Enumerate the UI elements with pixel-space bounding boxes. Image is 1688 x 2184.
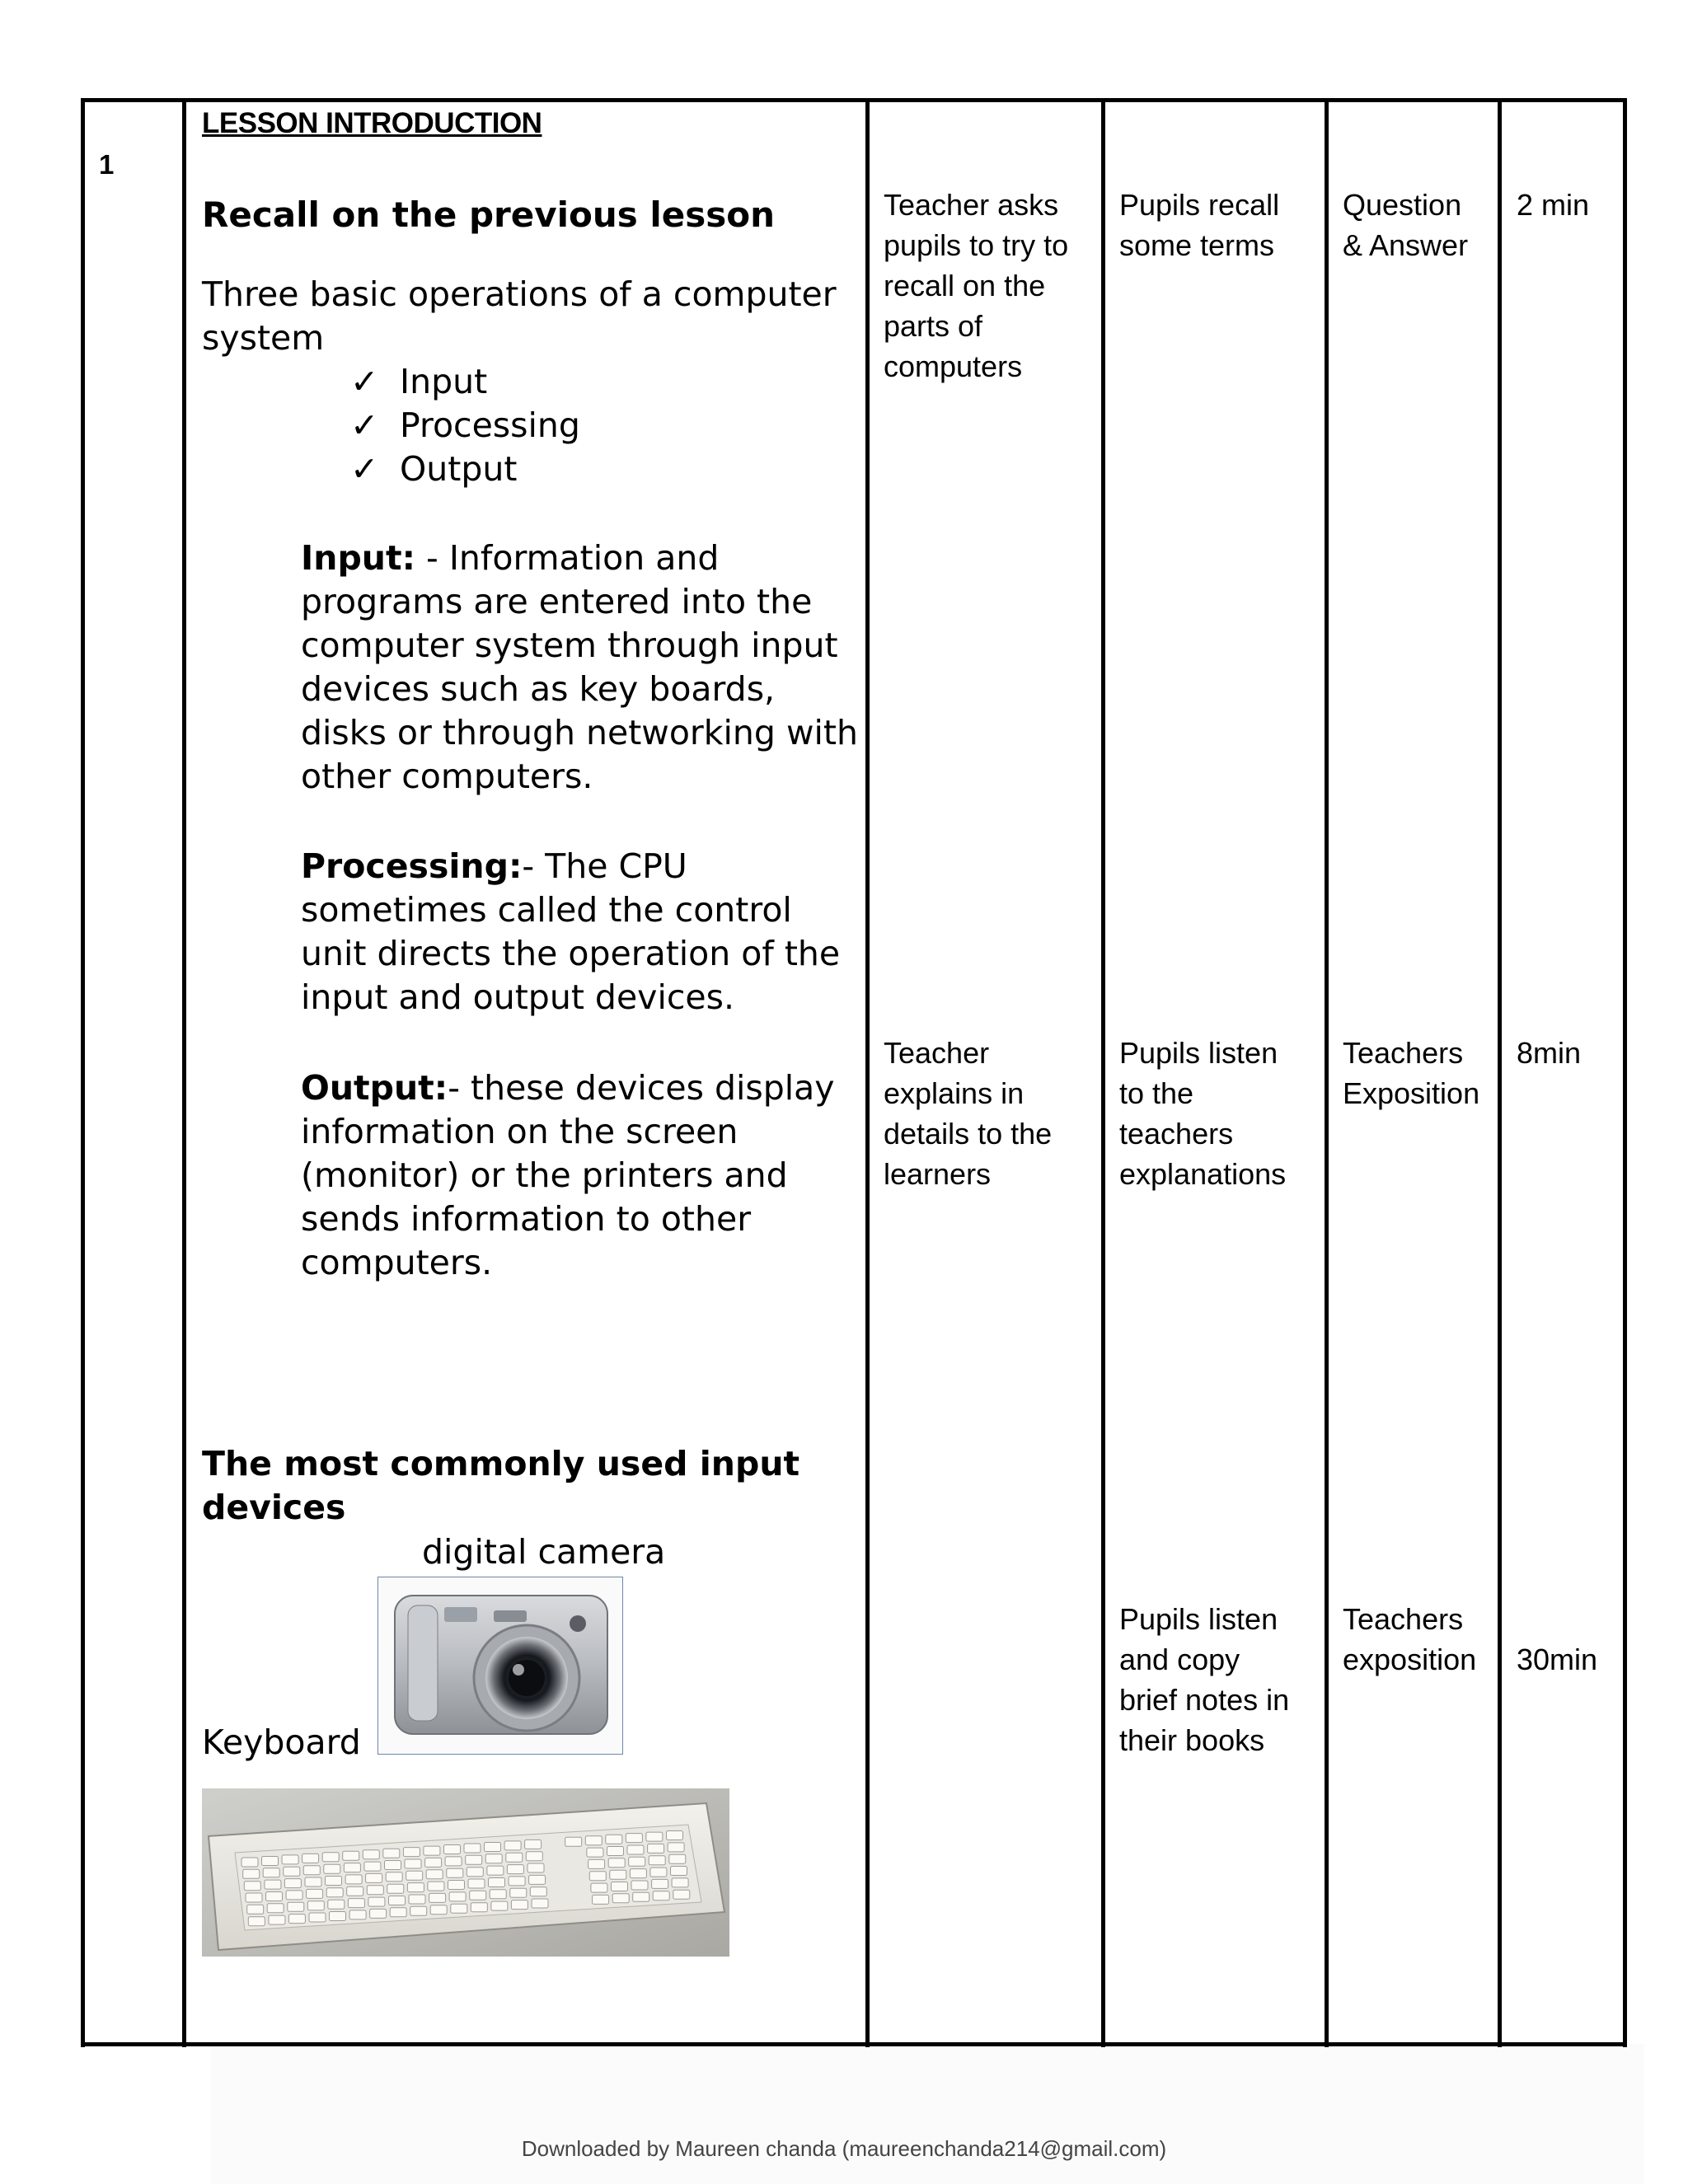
definition-line: sometimes called the control xyxy=(301,890,792,930)
table-col-border xyxy=(182,100,186,2047)
cell-line: Exposition xyxy=(1343,1076,1480,1110)
definition-line: programs are entered into the xyxy=(301,582,813,621)
keycap xyxy=(485,1843,501,1852)
keycap xyxy=(490,1890,506,1899)
keycap xyxy=(265,1880,281,1889)
cell-line: Teachers xyxy=(1343,1036,1464,1070)
keycap xyxy=(650,1868,667,1877)
keycap xyxy=(409,1895,425,1904)
keycap xyxy=(606,1835,622,1844)
cell-line: exposition xyxy=(1343,1643,1477,1676)
keycap xyxy=(243,1869,260,1878)
output-term: Output: xyxy=(301,1068,448,1108)
keycap xyxy=(345,1875,362,1884)
keycap xyxy=(467,1868,483,1877)
input-devices-title-line: The most commonly used input xyxy=(202,1444,800,1483)
keycap xyxy=(528,1863,544,1872)
pupil-activity-recall xyxy=(1119,185,1279,265)
cell-line: details to the xyxy=(884,1117,1053,1151)
pupil-activity-listen xyxy=(1119,1033,1286,1194)
keycap xyxy=(302,1854,319,1863)
keycap xyxy=(487,1866,504,1875)
keycap xyxy=(429,1893,446,1902)
keycap xyxy=(326,1877,342,1886)
keycap xyxy=(328,1900,345,1909)
keycap xyxy=(364,1862,381,1871)
definition-line: - Information and xyxy=(415,538,720,578)
table-col-border xyxy=(1498,100,1502,2047)
cell-line: Pupils listen xyxy=(1119,1036,1278,1070)
keyboard-image xyxy=(202,1788,729,1957)
cell-line: Teacher asks xyxy=(884,188,1059,222)
ops-intro-line: system xyxy=(202,318,325,358)
keycap xyxy=(466,1855,482,1864)
keycap xyxy=(633,1892,649,1901)
keycap xyxy=(565,1837,582,1846)
keycap xyxy=(386,1872,402,1882)
cell-line: and copy xyxy=(1119,1643,1240,1676)
definition-line: - these devices display xyxy=(448,1068,835,1108)
keycap xyxy=(648,1844,664,1853)
table-bottom-border xyxy=(81,2042,1627,2046)
cell-line: & Answer xyxy=(1343,228,1469,262)
cell-line: Question xyxy=(1343,188,1462,222)
keycap xyxy=(630,1869,646,1878)
cell-line: Pupils listen xyxy=(1119,1602,1278,1636)
keycap xyxy=(593,1895,609,1904)
keycap xyxy=(247,1905,264,1914)
keycap xyxy=(363,1850,379,1859)
keycap xyxy=(324,1864,340,1873)
definition-line: unit directs the operation of the xyxy=(301,934,841,973)
keycap xyxy=(403,1848,420,1857)
keycap xyxy=(485,1854,502,1863)
keycap xyxy=(410,1906,427,1915)
keycap xyxy=(612,1894,629,1903)
keycap xyxy=(343,1851,359,1860)
keycap xyxy=(530,1887,546,1896)
keycap xyxy=(588,1859,605,1868)
time-30min: 30min xyxy=(1517,1643,1598,1676)
cell-line: learners xyxy=(884,1157,992,1191)
keycap xyxy=(305,1877,321,1886)
keycap xyxy=(445,1857,462,1866)
check-icon: ✓ xyxy=(350,405,379,445)
keycap xyxy=(322,1853,339,1862)
page-bottom-shade xyxy=(210,2044,1644,2184)
method-qa xyxy=(1343,185,1468,265)
cell-line: parts of xyxy=(884,309,983,343)
time-8min: 8min xyxy=(1517,1036,1582,1070)
keycap xyxy=(587,1848,603,1857)
keycap xyxy=(286,1891,302,1900)
check-icon: ✓ xyxy=(350,362,379,401)
keycap xyxy=(405,1859,421,1868)
keycap xyxy=(349,1910,366,1919)
cell-line: brief notes in xyxy=(1119,1683,1290,1717)
keycap xyxy=(241,1858,258,1867)
keycap xyxy=(667,1831,683,1840)
keycap xyxy=(464,1844,481,1853)
keycap xyxy=(383,1849,400,1858)
definition-line: computer system through input xyxy=(301,626,838,665)
keycap xyxy=(366,1873,382,1882)
definition-line: information on the screen xyxy=(301,1112,738,1151)
digital-camera-image xyxy=(377,1577,623,1755)
keycap xyxy=(426,1870,443,1879)
cell-line: explains in xyxy=(884,1076,1025,1110)
keycap xyxy=(284,1867,300,1876)
keyboard-label: Keyboard xyxy=(202,1722,361,1762)
check-icon: ✓ xyxy=(350,449,379,489)
keycap xyxy=(626,1834,642,1843)
processing-definition xyxy=(301,845,840,1019)
keycap xyxy=(449,1892,466,1901)
keycap xyxy=(504,1841,521,1850)
keycap xyxy=(526,1852,542,1861)
keycap xyxy=(468,1879,485,1888)
keycap xyxy=(610,1870,626,1879)
cell-line: pupils to try to xyxy=(884,228,1069,262)
definition-line: sends information to other xyxy=(301,1199,752,1239)
keycap xyxy=(330,1912,346,1921)
recall-title: Recall on the previous lesson xyxy=(202,194,775,235)
keycap xyxy=(451,1904,467,1913)
keycap xyxy=(288,1902,304,1911)
ops-item-label: Processing xyxy=(400,405,580,445)
table-col-border xyxy=(1101,100,1105,2047)
keycap xyxy=(430,1905,447,1915)
input-devices-title xyxy=(202,1442,799,1530)
keycap xyxy=(424,1846,440,1855)
teacher-activity-recall xyxy=(884,185,1068,387)
table-col-border xyxy=(1623,100,1627,2047)
ops-item-label: Input xyxy=(400,362,488,401)
keycap xyxy=(448,1881,465,1890)
keycap xyxy=(367,1886,383,1895)
keycap xyxy=(511,1900,528,1910)
keycap xyxy=(282,1855,298,1864)
keycap xyxy=(489,1878,505,1887)
keycap xyxy=(585,1836,602,1845)
keycap xyxy=(370,1909,387,1918)
keycap xyxy=(348,1899,364,1908)
download-footer: Downloaded by Maureen chanda (maureenchanda214@gmail.com) xyxy=(521,2136,1167,2161)
pupil-activity-copy xyxy=(1119,1599,1289,1760)
keycap xyxy=(307,1889,323,1898)
table-col-border xyxy=(1325,100,1329,2047)
keycap xyxy=(589,1872,606,1881)
teacher-activity-explain xyxy=(884,1033,1052,1194)
table-col-border xyxy=(81,100,85,2047)
ops-intro-line: Three basic operations of a computer xyxy=(202,274,837,314)
keycap xyxy=(344,1863,360,1872)
definition-line: - The CPU xyxy=(522,846,687,886)
cell-line: Teacher xyxy=(884,1036,990,1070)
keycap xyxy=(368,1897,385,1906)
row-number: 1 xyxy=(99,149,115,180)
cell-line: recall on the xyxy=(884,269,1046,302)
table-top-border xyxy=(81,98,1627,102)
keycap xyxy=(506,1853,523,1862)
keycap xyxy=(269,1915,285,1924)
cell-line: teachers xyxy=(1119,1117,1234,1151)
cell-line: computers xyxy=(884,349,1023,383)
ops-list-item xyxy=(350,360,580,404)
keycap xyxy=(407,1883,424,1892)
definition-line: devices such as key boards, xyxy=(301,669,776,709)
keycap xyxy=(303,1866,320,1875)
definition-line: computers. xyxy=(301,1243,493,1282)
keycap xyxy=(262,1857,279,1866)
ops-item-label: Output xyxy=(400,449,518,489)
keycap xyxy=(470,1891,486,1900)
keycap xyxy=(649,1856,665,1865)
keycap xyxy=(326,1888,343,1897)
camera-label: digital camera xyxy=(422,1532,666,1572)
cell-line: Teachers xyxy=(1343,1602,1464,1636)
lesson-introduction-heading: LESSON INTRODUCTION xyxy=(202,107,542,139)
keycap xyxy=(267,1904,284,1913)
keycap xyxy=(428,1882,444,1891)
keycap xyxy=(612,1882,628,1891)
keycap xyxy=(509,1877,525,1886)
keycap xyxy=(266,1892,283,1901)
keycap xyxy=(244,1882,260,1891)
keycap xyxy=(425,1858,442,1867)
keycap xyxy=(668,1843,684,1852)
keycap xyxy=(591,1883,607,1892)
keycap xyxy=(629,1857,645,1866)
definition-line: other computers. xyxy=(301,757,593,796)
keycap xyxy=(471,1903,487,1912)
processing-term: Processing: xyxy=(301,846,523,886)
method-exposition-2 xyxy=(1343,1599,1476,1680)
keycap xyxy=(646,1832,663,1841)
cell-line: to the xyxy=(1119,1076,1194,1110)
keycap xyxy=(309,1913,326,1922)
keycap xyxy=(510,1888,527,1897)
keycap xyxy=(631,1881,648,1890)
method-exposition xyxy=(1343,1033,1479,1113)
input-term: Input: xyxy=(301,538,415,578)
keycap xyxy=(627,1845,644,1854)
keycap xyxy=(444,1845,461,1854)
keycap xyxy=(672,1878,688,1887)
cell-line: Pupils recall xyxy=(1119,188,1280,222)
keycap xyxy=(248,1917,265,1926)
keycap xyxy=(390,1908,406,1917)
ops-list-item xyxy=(350,448,580,491)
definition-line: input and output devices. xyxy=(301,977,734,1017)
ops-list xyxy=(350,360,580,491)
cell-line: explanations xyxy=(1119,1157,1287,1191)
keycap xyxy=(385,1861,401,1870)
keycap xyxy=(288,1915,305,1924)
keycap xyxy=(284,1879,301,1888)
keycap xyxy=(347,1886,363,1896)
keycap xyxy=(607,1847,624,1856)
keycap xyxy=(653,1891,669,1900)
keycap xyxy=(608,1858,625,1868)
keycap xyxy=(246,1893,262,1902)
time-2min: 2 min xyxy=(1517,188,1590,222)
definition-line: (monitor) or the printers and xyxy=(301,1155,788,1195)
output-definition xyxy=(301,1066,835,1285)
ops-intro xyxy=(202,273,837,360)
input-devices-title-line: devices xyxy=(202,1488,346,1527)
definition-line: disks or through networking with xyxy=(301,713,858,752)
keycap xyxy=(652,1879,668,1888)
keycap xyxy=(525,1840,542,1849)
keycap xyxy=(406,1871,423,1880)
keycap xyxy=(671,1867,687,1876)
keycap xyxy=(669,1854,686,1863)
keycap xyxy=(389,1896,406,1905)
ops-list-item xyxy=(350,404,580,448)
keycap xyxy=(673,1890,690,1899)
keycap xyxy=(532,1899,548,1908)
keycap xyxy=(307,1901,324,1910)
keycap xyxy=(387,1884,404,1893)
cell-line: some terms xyxy=(1119,228,1275,262)
keycap xyxy=(447,1868,463,1877)
cell-line: their books xyxy=(1119,1723,1265,1757)
keycap xyxy=(507,1865,523,1874)
input-definition xyxy=(301,537,858,799)
table-col-border xyxy=(865,100,870,2047)
keycap xyxy=(529,1875,546,1884)
keycap xyxy=(263,1868,279,1877)
keycap xyxy=(491,1901,508,1910)
